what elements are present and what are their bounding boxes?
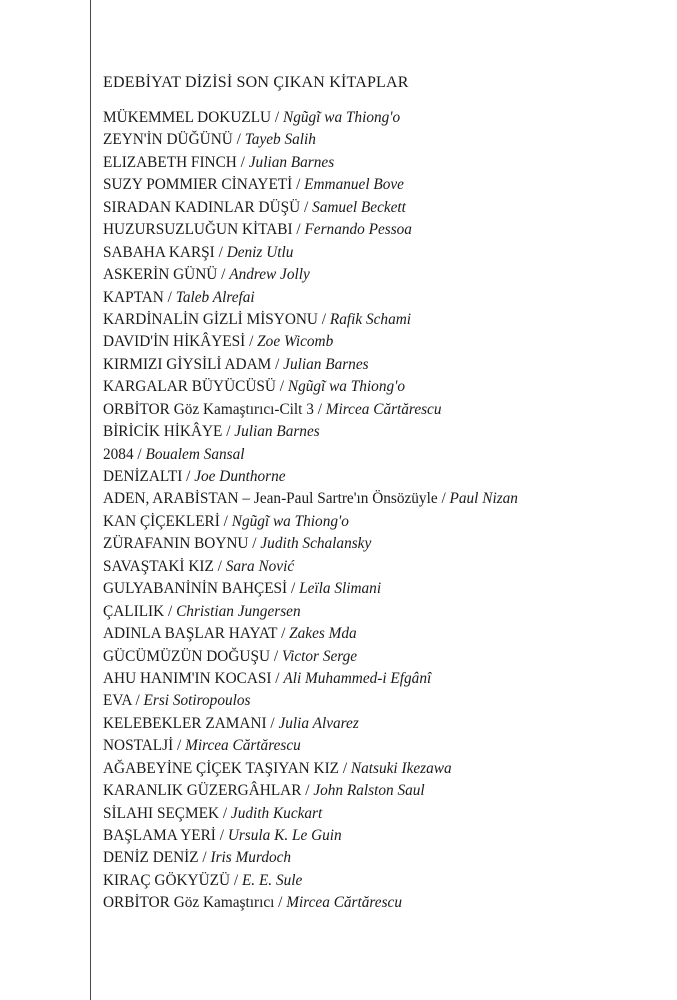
- title-author-separator: /: [437, 490, 450, 508]
- book-entry: [103, 242, 663, 264]
- book-entry: [103, 735, 663, 757]
- title-author-separator: /: [339, 759, 351, 777]
- book-title: DAVID'İN HİKÂYESİ: [103, 333, 246, 351]
- title-author-separator: /: [248, 535, 261, 553]
- book-title: DENİZALTI: [103, 468, 183, 485]
- title-author-separator: /: [301, 782, 314, 800]
- book-author: Ursula K. Le Guin: [227, 827, 342, 844]
- book-title: ZEYN'İN DÜĞÜNÜ: [103, 131, 233, 149]
- book-entry: [103, 713, 663, 735]
- book-title: ORBİTOR Göz Kamaştırıcı-Cilt 3: [103, 400, 314, 418]
- book-entry: [103, 197, 663, 219]
- book-title: DENİZ DENİZ: [103, 849, 199, 867]
- book-title: KARANLIK GÜZERGÂHLAR: [103, 782, 302, 800]
- book-title: ÇALILIK: [103, 602, 165, 620]
- book-entry: [103, 219, 663, 241]
- book-title: ADINLA BAŞLAR HAYAT: [103, 625, 278, 643]
- title-author-separator: /: [271, 109, 284, 126]
- book-entry: [103, 421, 663, 443]
- book-entry: [103, 444, 663, 466]
- book-list: [103, 107, 663, 915]
- book-entry: [103, 892, 663, 914]
- book-author: Mircea Cărtărescu: [185, 737, 301, 755]
- book-entry: [103, 174, 663, 196]
- title-author-separator: /: [271, 355, 284, 373]
- book-entry: [103, 309, 663, 331]
- book-entry: [103, 264, 663, 286]
- book-entry: [103, 152, 663, 174]
- book-entry: [103, 825, 663, 847]
- title-author-separator: /: [214, 243, 227, 261]
- title-author-separator: /: [230, 871, 242, 889]
- book-entry: [103, 758, 663, 780]
- book-entry: [103, 354, 663, 376]
- book-title: ZÜRAFANIN BOYNU: [103, 535, 249, 553]
- book-author: Boualem Sansal: [145, 445, 245, 463]
- book-author: Ali Muhammed-i Efgânî: [283, 669, 432, 687]
- book-entry: [103, 601, 663, 623]
- book-author: Joe Dunthorne: [194, 468, 286, 485]
- book-author: John Ralston Saul: [313, 782, 425, 800]
- book-title: SAVAŞTAKİ KIZ: [103, 557, 214, 575]
- title-author-separator: /: [266, 714, 279, 732]
- title-author-separator: /: [287, 580, 300, 598]
- book-entry: [103, 780, 663, 802]
- book-author: Julia Alvarez: [278, 714, 359, 732]
- book-title: MÜKEMMEL DOKUZLU: [103, 109, 272, 126]
- book-entry: [103, 690, 663, 712]
- book-author: Iris Murdoch: [210, 849, 292, 867]
- book-author: Christian Jungersen: [176, 602, 301, 620]
- book-author: Ngũgĩ wa Thiong'o: [283, 109, 401, 126]
- book-author: Natsuki Ikezawa: [350, 759, 452, 777]
- book-entry: [103, 511, 663, 533]
- book-entry: [103, 107, 663, 129]
- title-author-separator: /: [219, 512, 232, 530]
- book-title: BİRİCİK HİKÂYE: [103, 423, 223, 441]
- title-author-separator: /: [217, 266, 230, 284]
- title-author-separator: /: [245, 333, 258, 351]
- title-author-separator: /: [271, 669, 284, 687]
- book-author: Zoe Wicomb: [257, 333, 334, 351]
- book-title: KIRMIZI GİYSİLİ ADAM: [103, 355, 272, 373]
- book-author: Julian Barnes: [248, 153, 335, 171]
- book-entry: [103, 803, 663, 825]
- book-author: Fernando Pessoa: [304, 221, 412, 239]
- book-author: Taleb Alrefai: [175, 288, 255, 306]
- book-title: KARGALAR BÜYÜCÜSÜ: [103, 378, 276, 396]
- book-author: Rafik Schami: [329, 310, 412, 328]
- book-title: SİLAHI SEÇMEK: [103, 804, 220, 822]
- book-title: SIRADAN KADINLAR DÜŞÜ: [103, 198, 301, 216]
- book-entry: [103, 466, 663, 488]
- book-entry: [103, 556, 663, 578]
- book-author: Judith Schalansky: [260, 535, 372, 553]
- title-author-separator: /: [222, 423, 235, 441]
- book-author: Paul Nizan: [449, 490, 518, 508]
- page-margin-rule: [90, 0, 91, 1000]
- book-author: Ersi Sotiropoulos: [143, 692, 251, 710]
- book-entry: [103, 331, 663, 353]
- book-author: Judith Kuckart: [230, 804, 323, 822]
- book-author: Sara Nović: [225, 557, 295, 575]
- title-author-separator: /: [300, 198, 313, 216]
- book-author: Samuel Beckett: [312, 198, 406, 216]
- book-title: KAPTAN: [103, 288, 164, 306]
- title-author-separator: /: [133, 445, 146, 463]
- book-entry: [103, 376, 663, 398]
- book-author: Leïla Slimani: [299, 580, 382, 598]
- book-author: Julian Barnes: [283, 355, 369, 373]
- title-author-separator: /: [236, 153, 249, 171]
- book-title: ADEN, ARABİSTAN – Jean-Paul Sartre'ın Önsözüyle: [103, 490, 438, 508]
- book-title: NOSTALJİ: [103, 737, 174, 755]
- book-entry: [103, 668, 663, 690]
- title-author-separator: /: [275, 378, 288, 396]
- book-author: Andrew Jolly: [229, 266, 310, 284]
- title-author-separator: /: [313, 400, 326, 418]
- title-author-separator: /: [274, 894, 287, 912]
- book-author: Julian Barnes: [234, 423, 320, 441]
- title-author-separator: /: [317, 310, 330, 328]
- title-author-separator: /: [277, 625, 290, 643]
- book-entry: [103, 488, 663, 510]
- title-author-separator: /: [198, 849, 211, 867]
- book-author: Zakes Mda: [289, 625, 357, 643]
- book-list-section: [103, 73, 663, 915]
- book-entry: [103, 623, 663, 645]
- book-entry: [103, 399, 663, 421]
- book-title: ASKERİN GÜNÜ: [103, 266, 218, 284]
- book-entry: [103, 287, 663, 309]
- book-entry: [103, 129, 663, 151]
- title-author-separator: /: [219, 804, 231, 822]
- book-title: KELEBEKLER ZAMANI: [103, 714, 267, 732]
- title-author-separator: /: [215, 827, 228, 844]
- book-author: Ngũgĩ wa Thiong'o: [287, 378, 406, 396]
- title-author-separator: /: [173, 737, 186, 755]
- title-author-separator: /: [213, 557, 226, 575]
- book-title: 2084: [103, 445, 134, 463]
- book-title: EVA: [103, 692, 132, 710]
- book-entry: [103, 578, 663, 600]
- title-author-separator: /: [270, 647, 282, 665]
- title-author-separator: /: [163, 288, 176, 306]
- title-author-separator: /: [164, 602, 177, 620]
- book-entry: [103, 533, 663, 555]
- book-author: Emmanuel Bove: [304, 176, 404, 194]
- book-title: AHU HANIM'IN KOCASI: [103, 669, 272, 687]
- title-author-separator: /: [232, 131, 245, 149]
- book-title: SABAHA KARŞI: [103, 243, 215, 261]
- book-author: Mircea Cărtărescu: [325, 400, 442, 418]
- page-heading: EDEBİYAT DİZİSİ SON ÇIKAN KİTAPLAR: [103, 74, 409, 91]
- book-title: KAN ÇİÇEKLERİ: [103, 512, 220, 530]
- title-author-separator: /: [292, 176, 305, 194]
- book-title: ELIZABETH FINCH: [103, 153, 237, 171]
- title-author-separator: /: [131, 692, 144, 710]
- book-author: Deniz Utlu: [226, 243, 294, 261]
- book-title: GÜCÜMÜZÜN DOĞUŞU: [103, 647, 270, 665]
- book-author: Mircea Cărtărescu: [286, 894, 402, 912]
- book-title: ORBİTOR Göz Kamaştırıcı: [103, 894, 275, 912]
- book-entry: [103, 646, 663, 668]
- book-title: AĞABEYİNE ÇİÇEK TAŞIYAN KIZ: [103, 759, 340, 777]
- book-author: Tayeb Salih: [244, 131, 316, 149]
- book-entry: [103, 847, 663, 869]
- book-entry: [103, 870, 663, 892]
- book-author: Ngũgĩ wa Thiong'o: [231, 512, 349, 530]
- book-title: GULYABANİNİN BAHÇESİ: [103, 580, 288, 598]
- book-title: KIRAÇ GÖKYÜZÜ: [103, 871, 231, 889]
- book-title: KARDİNALİN GİZLİ MİSYONU: [103, 310, 318, 328]
- book-author: Victor Serge: [281, 647, 358, 665]
- title-author-separator: /: [182, 468, 195, 485]
- book-title: HUZURSUZLUĞUN KİTABI: [103, 221, 293, 239]
- title-author-separator: /: [292, 221, 305, 239]
- book-title: SUZY POMMIER CİNAYETİ: [103, 176, 293, 194]
- book-author: E. E. Sule: [241, 871, 303, 889]
- book-title: BAŞLAMA YERİ: [103, 827, 216, 844]
